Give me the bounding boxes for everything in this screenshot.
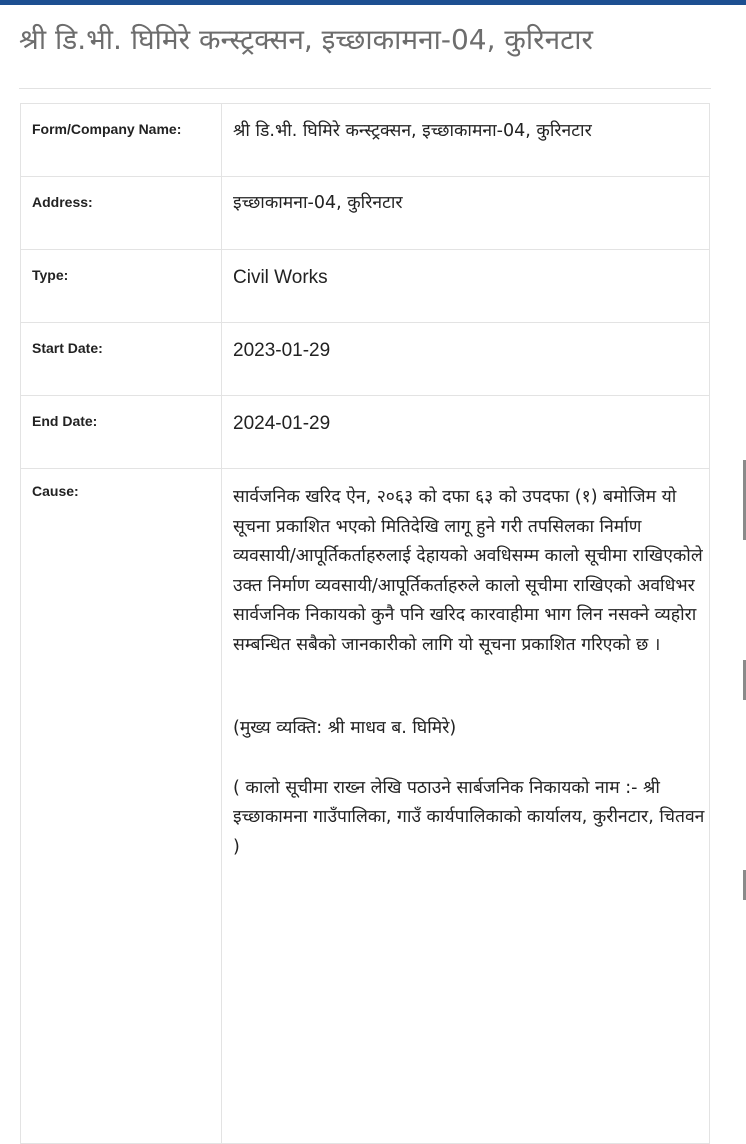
cause-key-person: (मुख्य व्यक्ति: श्री माधव ब. घिमिरे) <box>233 718 457 738</box>
type-label: Type: <box>21 250 222 323</box>
cause-label: Cause: <box>21 469 222 1144</box>
table-row-company <box>21 104 710 177</box>
end-date-value: 2024-01-29 <box>222 396 710 469</box>
table-row-start-date <box>21 323 710 396</box>
table-row-address <box>21 177 710 250</box>
company-value: श्री डि.भी. घिमिरे कन्स्ट्रक्सन, इच्छाकामना-04, कुरिनटार <box>222 104 710 177</box>
table-row-type <box>21 250 710 323</box>
title-divider <box>19 88 711 89</box>
company-label: Form/Company Name: <box>21 104 222 177</box>
cause-agency: ( कालो सूचीमा राख्न लेखि पठाउने सार्बजनिक निकायको नाम :- श्री इच्छाकामना गाउँपालिका, गाउँ कार्यपालिकाको कार्यालय, कुरीनटार, चितवन ) <box>233 777 705 857</box>
cause-value <box>222 469 710 1144</box>
start-date-label: Start Date: <box>21 323 222 396</box>
page-title: श्री डि.भी. घिमिरे कन्स्ट्रक्सन, इच्छाकामना-04, कुरिनटार <box>19 23 593 56</box>
address-label: Address: <box>21 177 222 250</box>
top-accent-bar <box>0 0 746 5</box>
end-date-label: End Date: <box>21 396 222 469</box>
table-row-end-date <box>21 396 710 469</box>
details-table <box>20 103 710 1144</box>
address-value: इच्छाकामना-04, कुरिनटार <box>222 177 710 250</box>
table-row-cause <box>21 469 710 1144</box>
cause-body-text: सार्वजनिक खरिद ऐन, २०६३ को दफा ६३ को उपदफा (१) बमोजिम यो सूचना प्रकाशित भएको मितिदेखि लागू हुने गरी तपसिलका निर्माण व्यवसायी/आपूर्तिकर्ताहरुलाई देहायको अवधिसम्म कालो सूचीमा राखिएकोले उक्त निर्माण व्यवसायी/आपूर्तिकर्ताहरुले कालो सूचीमा राखिएको अवधिभर सार्वजनिक निकायको कुनै पनि खरिद कारवाहीमा भाग लिन नसक्ने व्यहोरा सम्बन्धित सबैको जानकारीको लागि यो सूचना प्रकाशित गरिएको छ । <box>233 487 703 655</box>
type-value: Civil Works <box>222 250 710 323</box>
start-date-value: 2023-01-29 <box>222 323 710 396</box>
